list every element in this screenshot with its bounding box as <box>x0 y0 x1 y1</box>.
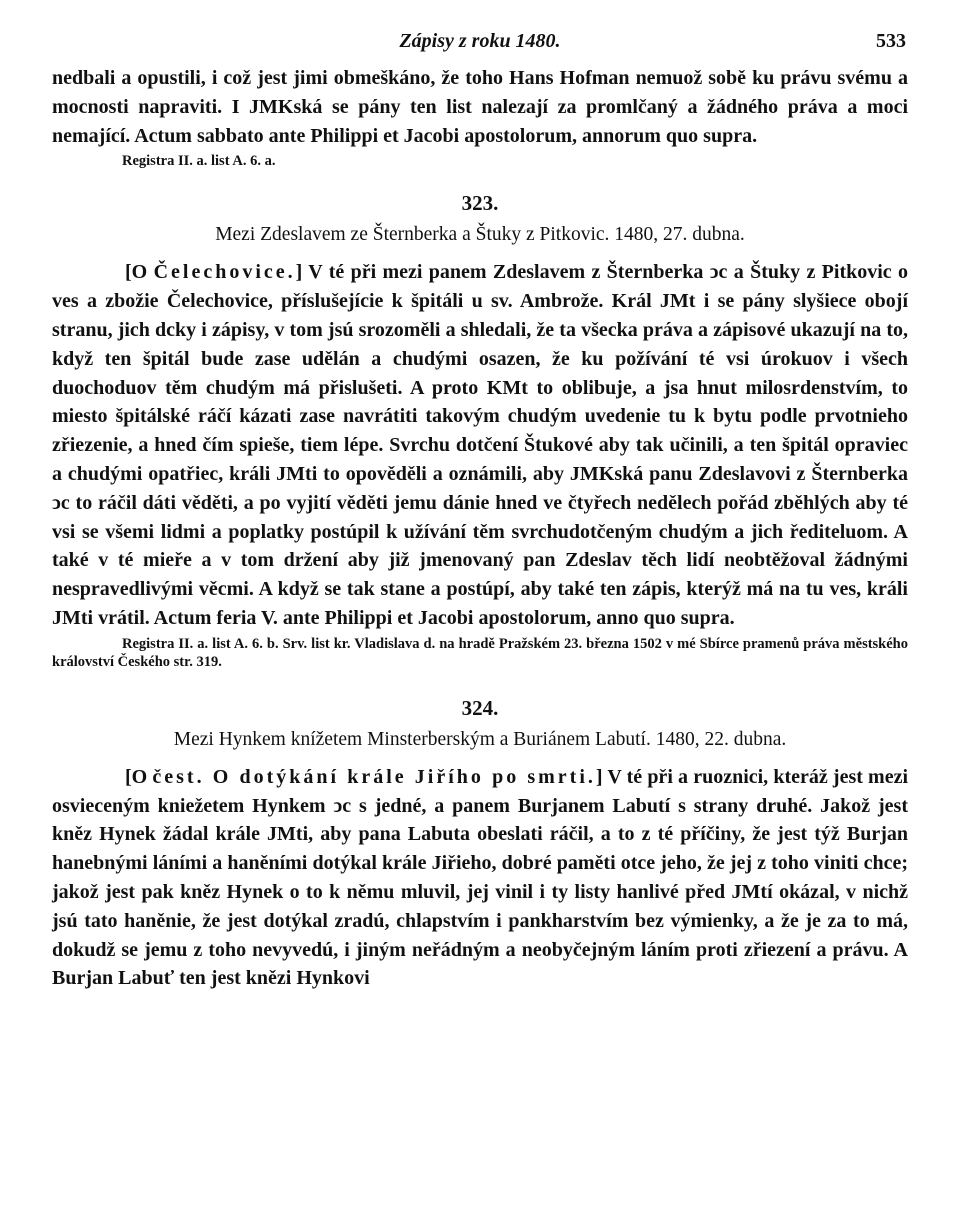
document-text: V té při mezi panem Zdeslavem z Šternberka ↄc a Štuky z Pitkovic o ves a zbožie Čelechovice, příslušejície k špitáli u sv. Ambrože. Král JMt i se pány slyšiece obojí stranu, jich dcky i zápisy, v tom jsú srozoměli a shledali, že ta všecka práva a zápisové ukazují na to, když ten špitál bude zase udělán a chudými osazen, že ku požívání té vsi úrokuov i všech duochoduov těm chudým má přislušeti. A proto KMt to oblibuje, a jsa hnut milosrdenstvím, to miesto špitálské ráčí kázati zase navrátiti takovým chudým uvedenie tu k bytu podle prvotnieho zřiezenie, a hned čím spieše, tiem lépe. Svrchu dotčení Štukové aby tak učinili, a ten špitál opraviec a chudými opatřiec, králi JMti to opověděli a oznámili, aby JMKská panu Zdeslavovi z Šternberka ↄc to ráčil dáti věděti, a po vyjití věděti jemu dánie hned ve čtyřech nedělech pořád zběhlých aby té vsi se všemi lidmi a poplatky postúpil k užívání těm svrchudotčeným chudým a jich řediteluom. A také v té mieře a v tom držení aby již jmenovaný pan Zdeslav těch lidí neobtěžoval žádnými nespravedlivými věcmi. A když se tak stane a postúpí, aby také ten zápis, kterýž má na tu ves, králi JMti vrátil. Actum feria V. ante Philippi et Jacobi apostolorum, anno quo supra. <box>52 261 908 629</box>
source-text: Registra II. a. list A. 6. b. Srv. list kr. Vladislava d. na hradě Pražském 23. března 1502 v mé Sbírce pramenů práva městského království Českého str. 319. <box>52 635 908 670</box>
lead-bracket-open: [O <box>125 765 153 788</box>
lead-spaced-title: čest. O dotýkání krále Jiřího po smrti. <box>152 765 596 788</box>
lead-bracket-close: ] <box>295 261 303 284</box>
running-title: Zápisy z roku 1480. <box>399 30 561 52</box>
lead-bracket-close: ] <box>595 765 603 788</box>
document-page <box>52 30 908 993</box>
running-head <box>52 30 908 64</box>
continuation-paragraph: nedbali a opustili, i což jest jimi obmeškáno, že toho Hans Hofman nemuož sobě ku právu svému a mocnosti napraviti. I JMKská se pány ten list nalezají za promlčaný a žádného práva a moci nemající. Actum sabbato ante Philippi et Jacobi apostolorum, annorum quo supra. <box>52 67 908 147</box>
document-body <box>52 258 908 632</box>
document-number: 324. <box>461 695 499 720</box>
document-body <box>52 763 908 993</box>
lead-spaced-title: Čelechovice. <box>153 261 296 284</box>
document-heading: Mezi Zdeslavem ze Šternberka a Štuky z Pitkovic. 1480, 27. dubna. <box>215 224 745 246</box>
document-number: 323. <box>461 191 499 216</box>
lead-bracket-open: [O <box>125 261 154 284</box>
page-number: 533 <box>876 30 906 52</box>
document-heading: Mezi Hynkem knížetem Minsterberským a Buriánem Labutí. 1480, 22. dubna. <box>173 728 787 750</box>
source-note: Registra II. a. list A. 6. a. <box>122 153 276 170</box>
document-text: V té při a ruoznici, kteráž jest mezi osvieceným kniežetem Hynkem ↄc s jedné, a panem Burjanem Labutí s strany druhé. Jakož jest kněz Hynek žádal krále JMti, aby pana Labuta obeslati ráčil, a to z té příčiny, že jest týž Burjan hanebnými láními a haněními dotýkal krále Jiřieho, dobré paměti otce jeho, že jej z toho viniti chce; jakož jest pak kněz Hynek o to k němu mluvil, jej vinil i ty listy hanlivé před JMtí okázal, v nichž jsú tato haněnie, že jest dotýkal zradú, chlapstvím i pankharstvím bez výmienky, a že je za to má, dokudž se jemu z toho nevyvedú, i jiným neřádným a neobyčejným láním proti zřiezení a právu. A Burjan Labuť ten jest knězi Hynkovi <box>52 765 909 990</box>
source-note <box>52 635 908 671</box>
